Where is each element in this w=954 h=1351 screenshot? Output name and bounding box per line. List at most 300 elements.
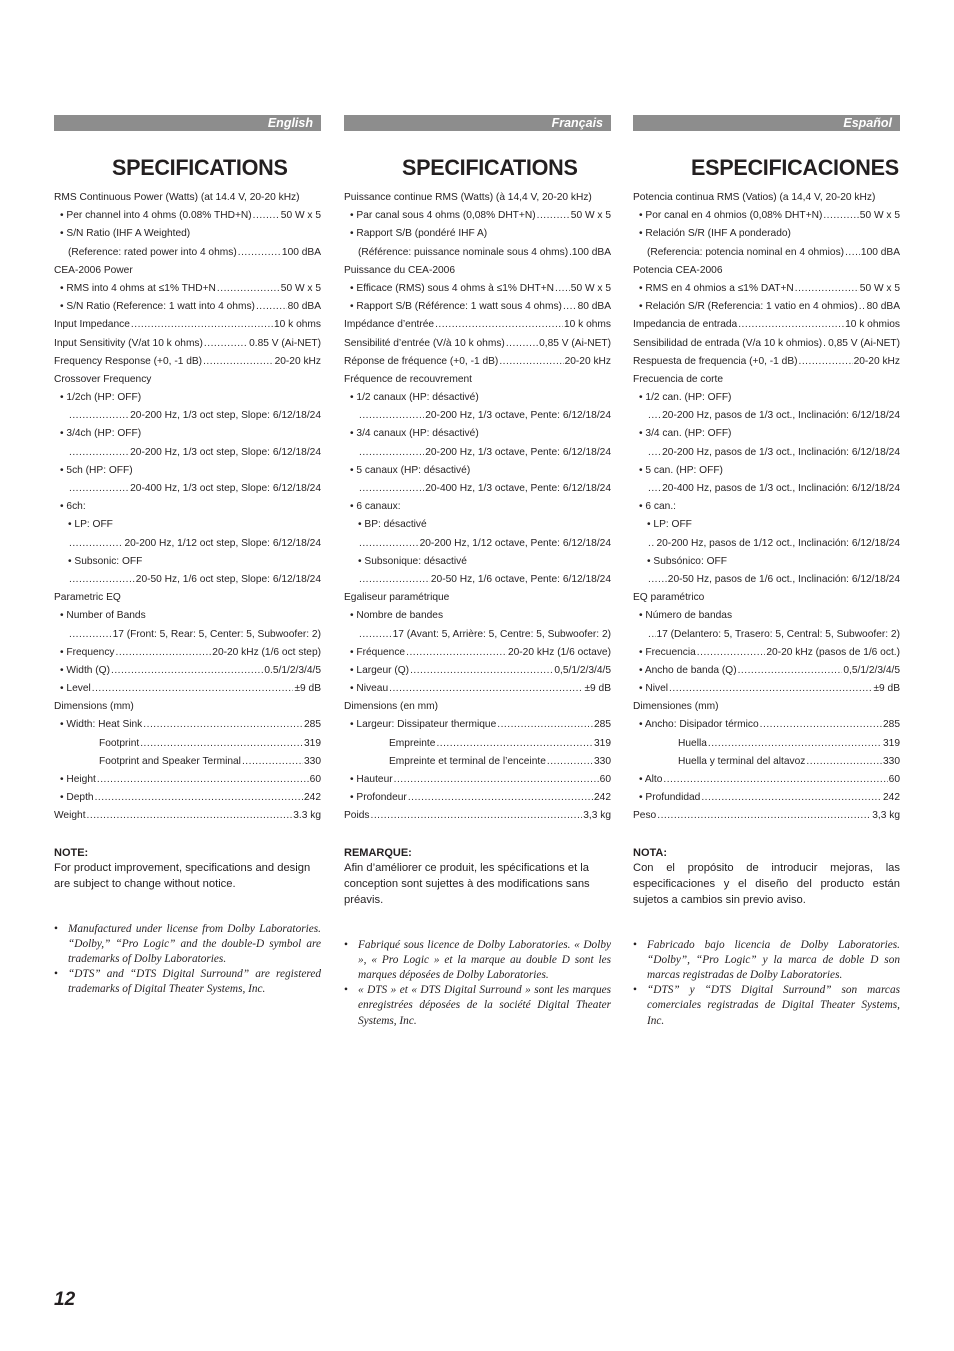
spec-label: CEA-2006 Power bbox=[54, 264, 133, 276]
spec-value: 20-200 Hz, pasos de 1/12 oct., Inclinación: 6/12/18/24 bbox=[656, 537, 900, 549]
spec-label: • 3/4 can. (HP: OFF) bbox=[639, 428, 732, 440]
spec-value: 20-50 Hz, pasos de 1/6 oct., Inclinación: 6/12/18/24 bbox=[667, 573, 900, 585]
spec-value: 50 W x 5 bbox=[280, 282, 321, 294]
spec-row bbox=[633, 647, 900, 665]
spec-label: • Depth bbox=[60, 792, 94, 804]
dot-leader bbox=[657, 810, 871, 821]
spec-label: Input Impedance bbox=[54, 319, 130, 331]
spec-value: 20-200 Hz, 1/3 oct step, Slope: 6/12/18/24 bbox=[130, 446, 321, 458]
spec-row bbox=[344, 738, 611, 756]
dot-leader bbox=[238, 247, 281, 258]
spec-label: (Reference: rated power into 4 ohms) bbox=[68, 246, 237, 258]
spec-value: ±9 dB bbox=[873, 683, 900, 695]
spec-row bbox=[633, 428, 900, 446]
spec-label: • Level bbox=[60, 683, 91, 695]
dot-leader bbox=[69, 483, 129, 494]
dot-leader bbox=[436, 738, 593, 749]
spec-row bbox=[344, 392, 611, 410]
dot-leader bbox=[506, 338, 538, 349]
spec-row bbox=[344, 501, 611, 519]
spec-row bbox=[633, 338, 900, 356]
spec-label: Footprint bbox=[99, 737, 140, 749]
dot-leader bbox=[394, 774, 599, 785]
spec-row bbox=[633, 483, 900, 501]
spec-row bbox=[344, 210, 611, 228]
spec-value: 20-50 Hz, 1/6 oct step, Slope: 6/12/18/24 bbox=[135, 573, 321, 585]
spec-value: 50 W x 5 bbox=[859, 282, 900, 294]
trademark-notes-french bbox=[344, 938, 611, 1029]
spec-value: 0.85 V (Ai-NET) bbox=[249, 337, 321, 349]
spec-row bbox=[633, 247, 900, 265]
spec-row bbox=[344, 574, 611, 592]
spec-row bbox=[633, 410, 900, 428]
spec-value: 10 k ohms bbox=[274, 319, 321, 331]
spec-row bbox=[633, 265, 900, 283]
dot-leader bbox=[203, 356, 273, 367]
spec-row bbox=[344, 701, 611, 719]
spec-label: Frecuencia de corte bbox=[633, 373, 724, 385]
spec-value: 285 bbox=[304, 719, 321, 731]
dot-leader bbox=[69, 538, 123, 549]
trademark-dolby-english: • Manufactured under license from Dolby Laboratories. “Dolby,” “Pro Logic” and the double-D symbol are trademarks of Dolby Laboratories. bbox=[54, 922, 321, 968]
dot-leader bbox=[648, 483, 661, 494]
spec-value: 80 dBA bbox=[577, 301, 611, 313]
spec-row bbox=[54, 629, 321, 647]
spec-value: 242 bbox=[594, 792, 611, 804]
spec-row bbox=[54, 774, 321, 792]
dot-leader bbox=[806, 756, 882, 767]
spec-label: • Alto bbox=[639, 774, 663, 785]
spec-value: 50 W x 5 bbox=[570, 210, 611, 222]
spec-label: Input Sensitivity (V/at 10 k ohms) bbox=[54, 337, 203, 349]
spec-row bbox=[633, 792, 900, 810]
dot-leader bbox=[663, 774, 887, 785]
spec-label: • Subsonique: désactivé bbox=[358, 555, 467, 567]
spec-value: 20-200 Hz, 1/3 octave, Pente: 6/12/18/24 bbox=[425, 446, 611, 458]
spec-label: EQ paramétrico bbox=[633, 592, 705, 604]
spec-value: ±9 dB bbox=[584, 683, 611, 695]
spec-label: (Referencia: potencia nominal en 4 ohmios) bbox=[647, 246, 845, 258]
dot-leader bbox=[569, 247, 571, 258]
note-title-spanish: NOTA: bbox=[633, 846, 668, 859]
section-title-english: SPECIFICATIONS bbox=[112, 155, 288, 180]
spec-row bbox=[54, 247, 321, 265]
dot-leader bbox=[499, 356, 563, 367]
spec-row bbox=[633, 447, 900, 465]
dot-leader bbox=[648, 574, 667, 585]
note-text-spanish: Con el propósito de introducir mejoras, las especificaciones y el diseño del producto están sujetos a cambios sin previo aviso. bbox=[633, 861, 900, 906]
spec-row bbox=[54, 283, 321, 301]
spec-value: 319 bbox=[883, 737, 900, 749]
dot-leader bbox=[359, 574, 430, 585]
spec-row bbox=[54, 210, 321, 228]
spec-row bbox=[54, 392, 321, 410]
dot-leader bbox=[370, 810, 582, 821]
spec-label: • Hauteur bbox=[350, 774, 393, 785]
spec-label: • Ancho de banda (Q) bbox=[639, 664, 737, 676]
dot-leader bbox=[563, 301, 577, 312]
dot-leader bbox=[253, 210, 280, 221]
trademark-dts-english: • “DTS” and “DTS Digital Surround” are registered trademarks of Digital Theater Systems, Inc. bbox=[54, 967, 321, 997]
spec-row bbox=[54, 756, 321, 774]
spec-value: 100 dBA bbox=[860, 246, 900, 258]
spec-value: 20-20 kHz bbox=[274, 355, 321, 367]
spec-value: 20-200 Hz, 1/3 oct step, Slope: 6/12/18/24 bbox=[130, 410, 321, 422]
spec-value: 3.3 kg bbox=[293, 810, 321, 822]
spec-value: 0,5/1/2/3/4/5 bbox=[843, 664, 900, 676]
spec-value: 242 bbox=[883, 792, 900, 804]
dot-leader bbox=[410, 665, 553, 676]
spec-row bbox=[633, 756, 900, 774]
dot-leader bbox=[111, 665, 263, 676]
spec-row bbox=[54, 447, 321, 465]
spec-value: 330 bbox=[883, 755, 900, 767]
spec-label: • 1/2ch (HP: OFF) bbox=[60, 392, 142, 404]
spec-value: 20-200 Hz, 1/12 octave, Pente: 6/12/18/24 bbox=[419, 537, 611, 549]
spec-row bbox=[54, 647, 321, 665]
spec-value: 60 bbox=[888, 774, 900, 785]
spec-label: Parametric EQ bbox=[54, 592, 121, 604]
spec-row bbox=[54, 610, 321, 628]
spec-label: Peso bbox=[633, 810, 657, 822]
spec-value: 285 bbox=[594, 719, 611, 731]
spec-label: • 6ch: bbox=[60, 501, 86, 513]
spec-row bbox=[344, 283, 611, 301]
spec-label: Frequency Response (+0, -1 dB) bbox=[54, 355, 203, 367]
spec-row bbox=[344, 192, 611, 210]
dot-leader bbox=[738, 665, 843, 676]
spec-row bbox=[54, 228, 321, 246]
spec-row bbox=[633, 719, 900, 737]
spec-label: Puissance continue RMS (Watts) (à 14,4 V, 20-20 kHz) bbox=[344, 192, 592, 203]
dot-leader bbox=[143, 719, 303, 730]
spec-row bbox=[633, 665, 900, 683]
spec-value: 10 k ohms bbox=[564, 319, 611, 331]
trademark-notes-english bbox=[54, 922, 321, 998]
spec-row bbox=[344, 483, 611, 501]
spec-label: • Largeur (Q) bbox=[350, 664, 410, 676]
dot-leader bbox=[537, 210, 570, 221]
spec-label: • 1/2 canaux (HP: désactivé) bbox=[350, 392, 479, 404]
spec-row bbox=[54, 792, 321, 810]
note-text-french: Afin d’améliorer ce produit, les spécifications et la conception sont sujettes à des modifications sans préavis. bbox=[344, 861, 590, 906]
spec-label: Potencia continua RMS (Vatios) (a 14,4 V, 20-20 kHz) bbox=[633, 192, 876, 203]
spec-label: • Relación S/R (IHF A ponderado) bbox=[639, 228, 791, 240]
spec-value: 0,85 V (Ai-NET) bbox=[539, 337, 611, 349]
spec-label: RMS Continuous Power (Watts) (at 14.4 V, 20-20 kHz) bbox=[54, 192, 300, 203]
spec-row bbox=[633, 538, 900, 556]
spec-row bbox=[633, 738, 900, 756]
spec-value: 100 dBA bbox=[281, 246, 321, 258]
spec-row bbox=[344, 556, 611, 574]
spec-row bbox=[633, 556, 900, 574]
spec-label: Huella y terminal del altavoz bbox=[678, 755, 806, 767]
dot-leader bbox=[648, 629, 656, 640]
dot-leader bbox=[92, 683, 294, 694]
spec-label: Impedancia de entrada bbox=[633, 319, 738, 331]
spec-row bbox=[54, 501, 321, 519]
dot-leader bbox=[95, 792, 303, 803]
spec-row bbox=[54, 374, 321, 392]
spec-row bbox=[344, 374, 611, 392]
dot-leader bbox=[69, 410, 129, 421]
spec-value: 20-400 Hz, 1/3 oct step, Slope: 6/12/18/24 bbox=[130, 483, 321, 494]
dot-leader bbox=[697, 647, 766, 658]
spec-row bbox=[54, 810, 321, 828]
dot-leader bbox=[140, 738, 303, 749]
spec-label: • Per channel into 4 ohms (0.08% THD+N) bbox=[60, 210, 252, 222]
spec-row bbox=[344, 447, 611, 465]
spec-row bbox=[344, 519, 611, 537]
spec-label: Dimensions (en mm) bbox=[344, 701, 438, 713]
spec-label: • Width: Heat Sink bbox=[60, 719, 143, 731]
section-title-french: SPECIFICATIONS bbox=[402, 155, 578, 180]
spec-label: Dimensiones (mm) bbox=[633, 701, 719, 713]
dot-leader bbox=[648, 538, 655, 549]
spec-value: 20-20 kHz bbox=[853, 355, 900, 367]
spec-label: Weight bbox=[54, 810, 86, 822]
spec-row bbox=[54, 192, 321, 210]
trademark-dolby-spanish: • Fabricado bajo licencia de Dolby Laboratories. “Dolby”, “Pro Logic” y la marca de doble D son marcas registradas de Dolby Laboratories. bbox=[633, 938, 900, 984]
spec-label: Egaliseur paramétrique bbox=[344, 592, 450, 604]
language-header-spanish: Español bbox=[633, 115, 900, 131]
spec-label: • Number of Bands bbox=[60, 610, 146, 622]
dot-leader bbox=[648, 410, 661, 421]
spec-row bbox=[633, 610, 900, 628]
spec-value: 80 dBA bbox=[287, 301, 321, 313]
spec-value: 50 W x 5 bbox=[280, 210, 321, 222]
spec-label: • RMS into 4 ohms at ≤1% THD+N bbox=[60, 282, 216, 294]
dot-leader bbox=[69, 574, 135, 585]
spec-label: • 1/2 can. (HP: OFF) bbox=[639, 392, 732, 404]
spec-value: 20-200 Hz, 1/3 octave, Pente: 6/12/18/24 bbox=[425, 410, 611, 422]
dot-leader bbox=[701, 792, 882, 803]
dot-leader bbox=[555, 283, 570, 294]
spec-row bbox=[344, 665, 611, 683]
spec-value: 285 bbox=[883, 719, 900, 731]
spec-row bbox=[344, 610, 611, 628]
spec-value: 50 W x 5 bbox=[570, 282, 611, 294]
spec-row bbox=[54, 665, 321, 683]
spec-label: • Relación S/R (Referencia: 1 vatio en 4 ohmios) bbox=[639, 301, 858, 313]
column-english bbox=[54, 115, 321, 998]
spec-value: 10 k ohmios bbox=[845, 319, 900, 331]
spec-row bbox=[633, 774, 900, 792]
dot-leader bbox=[760, 719, 882, 730]
spec-row bbox=[54, 738, 321, 756]
spec-row bbox=[54, 356, 321, 374]
dot-leader bbox=[547, 756, 593, 767]
spec-label: Puissance du CEA-2006 bbox=[344, 264, 455, 276]
spec-label: • 5 canaux (HP: désactivé) bbox=[350, 464, 471, 476]
spec-label: Crossover Frequency bbox=[54, 373, 152, 385]
dot-leader bbox=[406, 647, 507, 658]
dot-leader bbox=[204, 338, 248, 349]
spec-label: • S/N Ratio (IHF A Weighted) bbox=[60, 228, 191, 240]
spec-row bbox=[633, 810, 900, 828]
spec-row bbox=[54, 592, 321, 610]
spec-label: Potencia CEA-2006 bbox=[633, 264, 723, 276]
spec-value: 50 W x 5 bbox=[859, 210, 900, 222]
note-title-english: NOTE: bbox=[54, 846, 89, 859]
spec-row bbox=[633, 519, 900, 537]
spec-list-english bbox=[54, 192, 321, 829]
spec-list-spanish bbox=[633, 192, 900, 829]
spec-row bbox=[344, 683, 611, 701]
spec-label: • Width (Q) bbox=[60, 664, 110, 676]
spec-label: • Frequency bbox=[60, 646, 115, 658]
spec-label: • Rapport S/B (Référence: 1 watt sous 4 ohms) bbox=[350, 301, 562, 313]
spec-label: • 5ch (HP: OFF) bbox=[60, 464, 133, 476]
spec-label: • 3/4 canaux (HP: désactivé) bbox=[350, 428, 479, 440]
spec-row bbox=[54, 465, 321, 483]
dot-leader bbox=[87, 810, 293, 821]
spec-value: 319 bbox=[594, 737, 611, 749]
spec-row bbox=[54, 519, 321, 537]
spec-row bbox=[54, 719, 321, 737]
spec-value: 20-200 Hz, pasos de 1/3 oct., Inclinación: 6/12/18/24 bbox=[662, 410, 900, 422]
spec-value: 0.5/1/2/3/4/5 bbox=[264, 664, 321, 676]
note-text-english: For product improvement, specifications and design are subject to change without notice. bbox=[54, 861, 311, 890]
spec-row bbox=[633, 392, 900, 410]
trademark-dts-french: • « DTS » et « DTS Digital Surround » sont les marques enregistrées déposées de la société Digital Theater Systems, Inc. bbox=[344, 983, 611, 1029]
spec-value: 20-20 kHz bbox=[564, 355, 611, 367]
column-french bbox=[344, 115, 611, 1029]
spec-label: Empreinte bbox=[389, 737, 436, 749]
spec-row bbox=[344, 265, 611, 283]
dot-leader bbox=[708, 738, 882, 749]
spec-row bbox=[344, 428, 611, 446]
spec-label: • Subsonic: OFF bbox=[68, 555, 143, 567]
spec-row bbox=[54, 301, 321, 319]
spec-row bbox=[344, 410, 611, 428]
spec-row bbox=[54, 574, 321, 592]
spec-label: • Efficace (RMS) sous 4 ohms à ≤1% DHT+N bbox=[350, 282, 555, 294]
spec-label: (Référence: puissance nominale sous 4 ohms) bbox=[358, 246, 569, 258]
spec-label: • BP: désactivé bbox=[358, 519, 427, 531]
dot-leader bbox=[497, 719, 593, 730]
spec-row bbox=[344, 247, 611, 265]
trademark-notes-spanish bbox=[633, 938, 900, 1029]
spec-value: 242 bbox=[304, 792, 321, 804]
spec-row bbox=[344, 356, 611, 374]
spec-value: 319 bbox=[304, 737, 321, 749]
spec-row bbox=[54, 556, 321, 574]
spec-row bbox=[344, 756, 611, 774]
spec-row bbox=[344, 792, 611, 810]
spec-row bbox=[633, 210, 900, 228]
spec-row bbox=[633, 629, 900, 647]
spec-row bbox=[633, 356, 900, 374]
dot-leader bbox=[359, 629, 392, 640]
spec-label: Empreinte et terminal de l’enceinte bbox=[389, 755, 546, 767]
spec-label: • Profondeur bbox=[350, 792, 407, 804]
spec-value: 0,85 V (Ai-NET) bbox=[828, 337, 900, 349]
spec-row bbox=[344, 810, 611, 828]
dot-leader bbox=[859, 301, 866, 312]
dot-leader bbox=[669, 683, 872, 694]
spec-value: 20-200 Hz, pasos de 1/3 oct., Inclinación: 6/12/18/24 bbox=[662, 446, 900, 458]
spec-label: • Profundidad bbox=[639, 792, 701, 804]
spec-value: 17 (Front: 5, Rear: 5, Center: 5, Subwoofer: 2) bbox=[112, 628, 321, 640]
spec-row bbox=[344, 629, 611, 647]
spec-value: 0,5/1/2/3/4/5 bbox=[554, 664, 611, 676]
dot-leader bbox=[116, 647, 212, 658]
spec-value: 20-400 Hz, 1/3 octave, Pente: 6/12/18/24 bbox=[425, 483, 611, 494]
spec-row bbox=[633, 283, 900, 301]
spec-value: 20-20 kHz (1/6 oct step) bbox=[212, 646, 321, 658]
spec-row bbox=[633, 501, 900, 519]
spec-row bbox=[54, 428, 321, 446]
spec-value: 17 (Delantero: 5, Trasero: 5, Central: 5, Subwoofer: 2) bbox=[656, 628, 900, 640]
spec-row bbox=[344, 592, 611, 610]
spec-value: 80 dBA bbox=[866, 301, 900, 313]
dot-leader bbox=[97, 774, 309, 785]
spec-row bbox=[344, 319, 611, 337]
spec-row bbox=[344, 465, 611, 483]
page-number: 12 bbox=[54, 1289, 76, 1310]
spec-label: • Par canal sous 4 ohms (0,08% DHT+N) bbox=[350, 210, 536, 222]
spec-row bbox=[344, 301, 611, 319]
spec-row bbox=[54, 538, 321, 556]
spec-row bbox=[633, 374, 900, 392]
spec-label: Fréquence de recouvrement bbox=[344, 373, 472, 385]
dot-leader bbox=[359, 538, 419, 549]
spec-row bbox=[54, 683, 321, 701]
spec-label: • Nivel bbox=[639, 683, 669, 695]
spec-label: • Fréquence bbox=[350, 646, 406, 658]
spec-label: • 6 can.: bbox=[639, 501, 676, 513]
dot-leader bbox=[795, 283, 859, 294]
spec-label: Dimensions (mm) bbox=[54, 701, 134, 713]
note-title-french: REMARQUE: bbox=[344, 846, 412, 859]
spec-row bbox=[633, 701, 900, 719]
spec-row bbox=[633, 465, 900, 483]
spec-label: • Por canal en 4 ohmios (0,08% DHT+N) bbox=[639, 210, 823, 222]
spec-label: • LP: OFF bbox=[68, 519, 113, 531]
spec-label: • Height bbox=[60, 774, 96, 785]
spec-value: 20-50 Hz, 1/6 octave, Pente: 6/12/18/24 bbox=[430, 573, 611, 585]
spec-value: 3,3 kg bbox=[583, 810, 611, 822]
dot-leader bbox=[69, 629, 112, 640]
spec-value: 17 (Avant: 5, Arrière: 5, Centre: 5, Subwoofer: 2) bbox=[392, 628, 611, 640]
spec-label: Impédance d’entrée bbox=[344, 319, 435, 331]
dot-leader bbox=[359, 483, 424, 494]
spec-value: ±9 dB bbox=[294, 683, 321, 695]
spec-row bbox=[633, 683, 900, 701]
spec-value: 3,3 kg bbox=[872, 810, 900, 822]
spec-label: • 6 canaux: bbox=[350, 501, 401, 513]
spec-value: 60 bbox=[599, 774, 611, 785]
spec-label: Réponse de fréquence (+0, -1 dB) bbox=[344, 355, 499, 367]
spec-value: 100 dBA bbox=[571, 246, 611, 258]
spec-value: 20-200 Hz, 1/12 oct step, Slope: 6/12/18/24 bbox=[124, 537, 321, 549]
dot-leader bbox=[845, 247, 860, 258]
spec-value: 20-20 kHz (pasos de 1/6 oct.) bbox=[766, 646, 900, 658]
spec-row bbox=[54, 338, 321, 356]
spec-label: • LP: OFF bbox=[647, 519, 692, 531]
spec-label: • Número de bandas bbox=[639, 610, 733, 622]
spec-row bbox=[54, 319, 321, 337]
spec-label: Respuesta de frequencia (+0, -1 dB) bbox=[633, 355, 798, 367]
spec-row bbox=[344, 719, 611, 737]
dot-leader bbox=[408, 792, 593, 803]
spec-label: • Rapport S/B (pondéré IHF A) bbox=[350, 228, 488, 240]
dot-leader bbox=[69, 447, 129, 458]
spec-row bbox=[633, 192, 900, 210]
dot-leader bbox=[359, 447, 424, 458]
spec-value: 60 bbox=[309, 774, 321, 785]
